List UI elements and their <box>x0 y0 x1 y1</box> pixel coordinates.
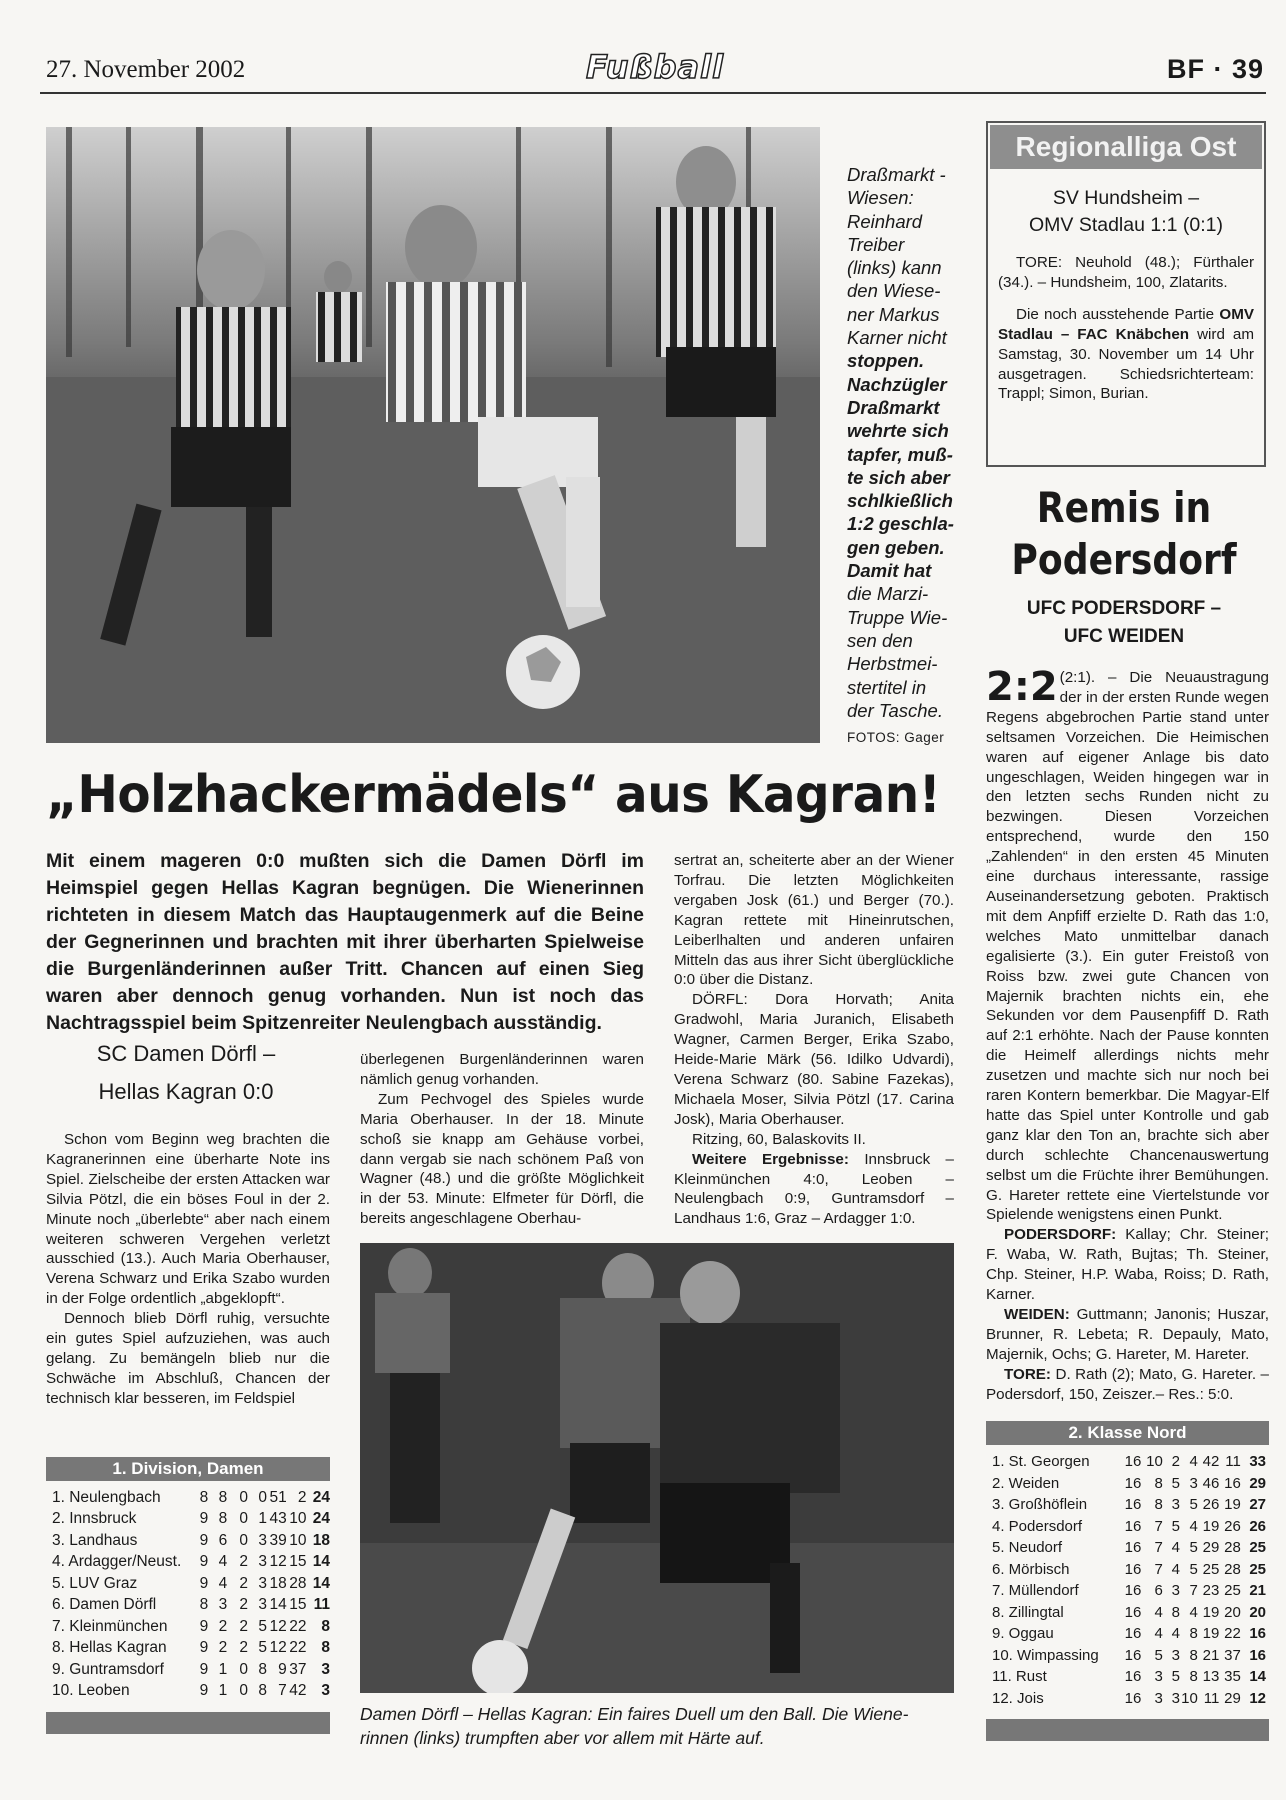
stat-cell: 2 <box>239 1596 249 1614</box>
stat-cell: 8 <box>218 1510 228 1528</box>
stat-cell: 5 <box>258 1639 268 1657</box>
stat-cell: 9 <box>199 1617 209 1635</box>
team-name: 7. Müllendorf <box>992 1582 1079 1600</box>
stat-cell: 7 <box>1154 1517 1163 1535</box>
team-name: 5. Neudorf <box>992 1539 1063 1557</box>
stat-cell: 26 <box>1224 1517 1241 1535</box>
table-row <box>986 1473 1266 1495</box>
stat-cell: 4 <box>1171 1625 1180 1643</box>
paragraph <box>998 305 1254 405</box>
table-row <box>986 1559 1266 1581</box>
paragraph: Schon vom Beginn weg brachten die Kagranerinnen eine überharte Note ins Spiel. Zielscheibe der ersten Attacken war Silvia Pötzl, die ein böses Foul in der 2. Minute noch „überlebte“ aber nach einem weiteren schweren Vergehen verletzt ausschied (13.). Auch Maria Oberhauser, Verena Schwarz und Erika Szabo wurden in der Folge ordentlich „abgeklopft“. <box>46 1131 330 1308</box>
caption-line: rinnen (links) trumpften aber vor allem mit Härte auf. <box>360 1728 765 1748</box>
stat-cell: 16 <box>1124 1517 1142 1535</box>
stat-cell: 8 <box>218 1488 228 1506</box>
final-score: 2:2 <box>986 664 1058 710</box>
team-name: 8. Zillingtal <box>992 1603 1064 1621</box>
stat-cell: 16 <box>1124 1582 1142 1600</box>
stat-cell: 25 <box>1224 1582 1241 1600</box>
stat-cell: 9 <box>199 1682 209 1700</box>
caption-line: Nachzügler <box>847 373 947 395</box>
stat-cell: 14 <box>269 1596 287 1614</box>
caption-line: Damen Dörfl – Hellas Kagran: Ein faires Duell um den Ball. Die Wiene- <box>360 1704 909 1724</box>
stat-cell: 2 <box>239 1553 249 1571</box>
stat-cell: 16 <box>1124 1560 1142 1578</box>
stat-cell: 12 <box>269 1553 287 1571</box>
stat-cell: 9 <box>199 1660 209 1678</box>
team-name: 6. Damen Dörfl <box>52 1596 157 1614</box>
caption-line: Damit hat <box>847 560 932 582</box>
stat-cell: 8 <box>258 1682 268 1700</box>
stat-cell: 46 <box>1202 1474 1220 1492</box>
stat-cell: 51 <box>269 1488 287 1506</box>
subhead-line: UFC PODERSDORF – <box>1026 598 1222 619</box>
lineup-text: Dora Horvath; Anita Gradwohl, Maria Juranich, Elisabeth Wagner, Carmen Berger, Erika Szabo, Heide-Marie Märk (56. Idilko Udvardi), Verena Schwarz (80. Sabine Fazekas), Michaela Moser, Silvia Pötzl (17. Carina Josk), Maria Oberhauser. <box>674 991 954 1128</box>
table-row <box>986 1645 1266 1667</box>
team-name: 10. Leoben <box>52 1682 130 1700</box>
caption-line: die Marzi- <box>847 583 929 605</box>
stat-cell: 5 <box>1171 1474 1180 1492</box>
stat-cell: 9 <box>199 1639 209 1657</box>
paragraph: sertrat an, scheiterte aber an der Wiener Torfrau. Die letzten Möglichkeiten vergaben Josk (61.) und Berger (70.). Kagran rettete mit Hineinrutschen, Leiberlhalten und anderen unfairen Mitteln das aus ihrer Sicht überglückliche 0:0 über die Distanz. <box>674 852 954 989</box>
stat-cell: 0 <box>239 1682 249 1700</box>
points-cell: 33 <box>1249 1453 1266 1471</box>
lineup-text: Kallay; Chr. Steiner; F. Waba, W. Rath, Bujtas; Th. Steiner, Chp. Steiner, H.P. Waba, Roiss; D. Rath, Karner. <box>986 1226 1269 1304</box>
table-row <box>46 1659 330 1681</box>
stat-cell: 16 <box>1124 1539 1142 1557</box>
team-name: 10. Wimpassing <box>992 1646 1099 1664</box>
photo-credit: FOTOS: Gager <box>847 730 945 746</box>
stat-cell: 20 <box>1224 1603 1241 1621</box>
stat-cell: 4 <box>1171 1560 1180 1578</box>
standings-table <box>46 1487 330 1702</box>
stat-cell: 10 <box>1146 1453 1163 1471</box>
caption-line: Draßmarkt - <box>847 164 946 185</box>
stat-cell: 2 <box>218 1617 228 1635</box>
tore-label: TORE: <box>1016 254 1063 271</box>
stat-cell: 39 <box>269 1531 287 1549</box>
table-row <box>986 1688 1266 1710</box>
remis-report <box>986 664 1269 1405</box>
stat-cell: 3 <box>258 1574 268 1592</box>
caption-line: Herbstmei- <box>847 653 938 675</box>
table-footer-bar <box>986 1719 1269 1741</box>
team-name: 6. Mörbisch <box>992 1560 1070 1578</box>
caption-line: (links) kann <box>847 257 942 279</box>
stat-cell: 3 <box>258 1596 268 1614</box>
table-row <box>986 1451 1266 1473</box>
caption-line: Truppe Wie- <box>847 606 948 628</box>
caption-line: Reinhard <box>847 210 923 232</box>
tore-text: Neuhold (48.); Fürthaler (34.). – Hundsheim, 100, Zlatarits. <box>998 254 1254 291</box>
team-name: 1. St. Georgen <box>992 1453 1090 1471</box>
stat-cell: 16 <box>1124 1496 1142 1514</box>
stat-cell: 8 <box>1189 1646 1198 1664</box>
caption-line: der Tasche. <box>847 699 943 721</box>
stat-cell: 3 <box>1154 1689 1163 1707</box>
stat-cell: 4 <box>218 1574 228 1592</box>
stat-cell: 0 <box>239 1488 249 1506</box>
table-row <box>46 1509 330 1531</box>
lineup-podersdorf <box>986 1225 1269 1305</box>
table-row <box>46 1638 330 1660</box>
stat-cell: 8 <box>1154 1474 1163 1492</box>
points-cell: 24 <box>312 1488 330 1506</box>
lineup-label: WEIDEN: <box>1004 1306 1070 1323</box>
lineup-text: Guttmann; Janonis; Huszar, Brunner, R. Lebeta; R. Depauly, Mato, Majernik, Ochs; G. Hareter, M. Hareter. <box>986 1306 1269 1363</box>
stat-cell: 5 <box>1189 1496 1198 1514</box>
points-cell: 8 <box>321 1639 330 1657</box>
caption-line: stertitel in <box>847 676 927 698</box>
stat-cell: 5 <box>1154 1646 1163 1664</box>
caption-line: te sich aber <box>847 466 950 488</box>
table-row <box>46 1595 330 1617</box>
stat-cell: 22 <box>289 1639 307 1657</box>
stat-cell: 16 <box>1124 1668 1142 1686</box>
stat-cell: 4 <box>218 1553 228 1571</box>
caption-line: den Wiese- <box>847 280 941 302</box>
header-rule <box>40 92 1266 94</box>
team-name: 7. Kleinmünchen <box>52 1617 168 1635</box>
standings-2-klasse-nord <box>986 1421 1269 1741</box>
stat-cell: 5 <box>1171 1668 1180 1686</box>
stat-cell: 8 <box>1154 1496 1163 1514</box>
stat-cell: 3 <box>1171 1582 1180 1600</box>
stat-cell: 19 <box>1202 1517 1220 1535</box>
caption-line: Karner nicht <box>847 327 947 349</box>
stat-cell: 25 <box>1202 1560 1220 1578</box>
match-title <box>988 185 1264 239</box>
results-label: Weitere Ergebnisse: <box>692 1150 849 1168</box>
stat-cell: 8 <box>1189 1625 1198 1643</box>
stat-cell: 2 <box>297 1488 307 1506</box>
photo-damen-doerfl-kagran <box>360 1243 954 1693</box>
points-cell: 25 <box>1249 1560 1266 1578</box>
table-footer-bar <box>46 1712 330 1734</box>
caption-line: ner Markus <box>847 303 940 325</box>
stat-cell: 28 <box>1224 1560 1241 1578</box>
table-row <box>986 1602 1266 1624</box>
points-cell: 27 <box>1249 1496 1266 1514</box>
article-column-3 <box>674 851 954 1229</box>
stat-cell: 8 <box>199 1596 209 1614</box>
results-text: Innsbruck – Kleinmünchen 4:0, Leoben – Neulengbach 0:9, Guntramsdorf – Landhaus 1:6, Graz – Ardagger 1:0. <box>674 1150 954 1228</box>
table-row <box>986 1494 1266 1516</box>
stat-cell: 22 <box>289 1617 307 1635</box>
stat-cell: 7 <box>1154 1560 1163 1578</box>
stat-cell: 10 <box>289 1531 307 1549</box>
table-row <box>46 1487 330 1509</box>
stat-cell: 42 <box>289 1682 307 1700</box>
stat-cell: 9 <box>199 1531 209 1549</box>
match-line: OMV Stadlau 1:1 (0:1) <box>1028 214 1223 236</box>
stat-cell: 4 <box>1189 1603 1198 1621</box>
stat-cell: 35 <box>1224 1668 1241 1686</box>
team-name: 4. Ardagger/Neust. <box>52 1553 182 1571</box>
stat-cell: 19 <box>1224 1496 1241 1514</box>
team-name: 8. Hellas Kagran <box>52 1639 167 1657</box>
stat-cell: 9 <box>199 1553 209 1571</box>
points-cell: 16 <box>1249 1646 1266 1664</box>
stat-cell: 6 <box>1154 1582 1163 1600</box>
stat-cell: 11 <box>1225 1453 1241 1471</box>
caption-line: stoppen. <box>847 350 925 372</box>
table-row <box>986 1516 1266 1538</box>
section-title: Fußball <box>586 48 725 86</box>
goals-info <box>998 253 1254 404</box>
stat-cell: 4 <box>1189 1517 1198 1535</box>
caption-line: Draßmarkt <box>847 396 940 418</box>
points-cell: 20 <box>1249 1603 1266 1621</box>
caption-line: gen geben. <box>847 536 945 558</box>
report-text: . – Die Neuaustragung der in der ersten Runde wegen Regens abgebrochen Partie stand unter seltsamen Vorzeichen. Die Heimischen waren auf eigener Anlage bis dato ungeschlagen, Weiden hingegen war in den letzten sechs Runden nicht zu bezwingen. Diesen Vorzeichen entsprechend, wurde den 150 „Zahlenden“ in den ersten 45 Minuten eine durchaus interessante, rassige Auseinandersetzung geboten. Praktisch mit dem Anpfiff erzielte D. Rath das 1:0, welches Mato unmittelbar danach egalisierte (3.). Ein guter Freistoß von Roiss bzw. zwei gute Chancen von Majernik brachten nichts ein, ehe Sekunden vor dem Pausenpfiff D. Rath auf 2:1 erhöhte. Nach der Pause konnten die Heimelf allerdings nichts mehr zusetzen und machte sich nur noch bei raren Kontern bemerkbar. Die Magyar-Elf hatte das Spiel unter Kontrolle und gab ganz klar den Ton an, brachte sich aber durch schlechte Chancenauswertung selbst um die Früchte ihrer Bemühungen. G. Hareter rettete eine Viertelstunde vor Spielende wenigstens einen Punkt. <box>986 669 1269 1224</box>
tore-label: TORE: <box>1004 1365 1051 1383</box>
lineup-doerfl <box>674 990 954 1129</box>
halftime-score: (2:1) <box>1059 669 1091 686</box>
box-title: Regionalliga Ost <box>990 125 1262 169</box>
stat-cell: 8 <box>1171 1603 1180 1621</box>
standings-1-division-damen <box>46 1457 330 1734</box>
team-name: 2. Weiden <box>992 1474 1060 1492</box>
stat-cell: 2 <box>218 1639 228 1657</box>
table-row <box>46 1530 330 1552</box>
stat-cell: 9 <box>199 1574 209 1592</box>
stat-cell: 5 <box>1189 1539 1198 1557</box>
table-row <box>986 1537 1266 1559</box>
stat-cell: 2 <box>239 1617 249 1635</box>
paragraph <box>998 253 1254 293</box>
stat-cell: 37 <box>289 1660 307 1678</box>
further-results <box>674 1150 954 1230</box>
stat-cell: 8 <box>1189 1668 1198 1686</box>
stat-cell: 11 <box>1203 1689 1220 1707</box>
stat-cell: 7 <box>1154 1539 1163 1557</box>
team-name: 11. Rust <box>992 1668 1047 1686</box>
caption-line: 1:2 geschla- <box>847 513 954 535</box>
stat-cell: 3 <box>258 1531 268 1549</box>
remis-subhead <box>986 595 1262 651</box>
photo-2-image <box>360 1243 954 1693</box>
stat-cell: 16 <box>1124 1646 1142 1664</box>
stat-cell: 16 <box>1124 1603 1142 1621</box>
goals-podersdorf <box>986 1365 1269 1405</box>
stat-cell: 28 <box>1224 1539 1241 1557</box>
table-row <box>986 1666 1266 1688</box>
stat-cell: 37 <box>1224 1646 1241 1664</box>
stat-cell: 8 <box>258 1660 268 1678</box>
stat-cell: 4 <box>1154 1603 1163 1621</box>
stat-cell: 2 <box>239 1574 249 1592</box>
stat-cell: 13 <box>1202 1668 1220 1686</box>
points-cell: 26 <box>1249 1517 1266 1535</box>
team-name: 3. Landhaus <box>52 1531 138 1549</box>
stat-cell: 21 <box>1202 1646 1220 1664</box>
article-headline: „Holzhackermädels“ aus Kagran! <box>46 765 941 825</box>
referee-info: Ritzing, 60, Balaskovits II. <box>692 1130 866 1148</box>
stat-cell: 4 <box>1171 1539 1180 1557</box>
points-cell: 3 <box>321 1682 330 1700</box>
table-row <box>986 1580 1266 1602</box>
points-cell: 3 <box>321 1660 330 1678</box>
stat-cell: 9 <box>278 1660 287 1678</box>
stat-cell: 5 <box>1171 1517 1180 1535</box>
stat-cell: 18 <box>269 1574 287 1592</box>
table-title: 2. Klasse Nord <box>986 1421 1269 1445</box>
stat-cell: 29 <box>1202 1539 1220 1557</box>
stat-cell: 3 <box>218 1596 228 1614</box>
lineup-weiden <box>986 1305 1269 1365</box>
stat-cell: 15 <box>289 1553 307 1571</box>
table-row <box>46 1573 330 1595</box>
note-pre: Die noch ausstehende Partie <box>1016 305 1215 323</box>
team-name: 1. Neulengbach <box>52 1488 161 1506</box>
stat-cell: 10 <box>1181 1689 1198 1707</box>
team-name: 3. Großhöflein <box>992 1496 1088 1514</box>
stat-cell: 1 <box>258 1510 268 1528</box>
stat-cell: 22 <box>1224 1625 1241 1643</box>
subhead-line: SC Damen Dörfl – <box>96 1041 276 1066</box>
points-cell: 14 <box>1249 1668 1266 1686</box>
stat-cell: 16 <box>1124 1474 1142 1492</box>
caption-line: tapfer, muß- <box>847 443 953 465</box>
table-title: 1. Division, Damen <box>46 1457 330 1481</box>
stat-cell: 16 <box>1124 1625 1142 1643</box>
stat-cell: 26 <box>1202 1496 1220 1514</box>
points-cell: 14 <box>312 1553 330 1571</box>
stat-cell: 43 <box>269 1510 287 1528</box>
team-name: 4. Podersdorf <box>992 1517 1083 1535</box>
lineup-label: PODERSDORF: <box>1004 1226 1117 1244</box>
team-name: 12. Jois <box>992 1689 1044 1707</box>
stat-cell: 5 <box>1189 1560 1198 1578</box>
subhead-line: Hellas Kagran 0:0 <box>98 1079 274 1104</box>
note-post: wird am Samstag, 30. November um 14 Uhr ausgetragen. Schiedsrichterteam: Trappl; Simon, Burian. <box>998 325 1254 403</box>
stat-cell: 15 <box>289 1596 307 1614</box>
stat-cell: 2 <box>239 1639 249 1657</box>
photo-1-caption <box>847 163 962 749</box>
stat-cell: 0 <box>239 1660 249 1678</box>
table-row <box>986 1623 1266 1645</box>
stat-cell: 29 <box>1224 1689 1241 1707</box>
headline-line: Remis in <box>1036 483 1212 532</box>
stat-cell: 28 <box>289 1574 307 1592</box>
stat-cell: 3 <box>258 1553 268 1571</box>
standings-table <box>986 1451 1266 1709</box>
stat-cell: 0 <box>239 1510 249 1528</box>
stat-cell: 9 <box>199 1510 209 1528</box>
stat-cell: 3 <box>1171 1689 1180 1707</box>
regionalliga-ost-box <box>986 121 1266 467</box>
caption-line: schlkießlich <box>847 490 953 512</box>
stat-cell: 23 <box>1202 1582 1220 1600</box>
team-name: 2. Innsbruck <box>52 1510 137 1528</box>
photo-drassmarkt-wiesen <box>46 127 820 743</box>
tore-text: D. Rath (2); Mato, G. Hareter. – Podersdorf, 150, Zeiszer.– Res.: 5:0. <box>986 1365 1269 1403</box>
table-row <box>46 1681 330 1703</box>
page-number: BF · 39 <box>1166 54 1264 84</box>
stat-cell: 8 <box>199 1488 209 1506</box>
points-cell: 8 <box>321 1617 330 1635</box>
points-cell: 25 <box>1249 1539 1266 1557</box>
stat-cell: 3 <box>1189 1474 1198 1492</box>
stat-cell: 19 <box>1202 1603 1220 1621</box>
photo-1-image <box>46 127 820 743</box>
stat-cell: 3 <box>1154 1668 1163 1686</box>
points-cell: 12 <box>1249 1689 1266 1707</box>
stat-cell: 7 <box>1189 1582 1198 1600</box>
stat-cell: 16 <box>1224 1474 1241 1492</box>
paragraph: Zum Pechvogel des Spieles wurde Maria Oberhauser. In der 18. Minute schoß sie knapp am Gehäuse vorbei, dann vergab sie nach schönem Paß von Wagner (48.) und die größte Möglichkeit in der 53. Minute: Elfmeter für Dörfl, die bereits angeschlagene Oberhau- <box>360 1090 644 1228</box>
lineup-label: DÖRFL: <box>692 991 748 1009</box>
stat-cell: 19 <box>1202 1625 1220 1643</box>
stat-cell: 5 <box>258 1617 268 1635</box>
headline-line: Podersdorf <box>1011 535 1237 584</box>
table-row <box>46 1616 330 1638</box>
caption-line: wehrte sich <box>847 420 949 442</box>
stat-cell: 0 <box>258 1488 268 1506</box>
stat-cell: 6 <box>218 1531 228 1549</box>
stat-cell: 3 <box>1171 1646 1180 1664</box>
note-bold: OMV Stadlau – FAC Knäbchen <box>998 305 1254 343</box>
article-lead: Mit einem mageren 0:0 mußten sich die Damen Dörfl im Heimspiel gegen Hellas Kagran begnügen. Die Wienerinnen richteten in diesem Match das Hauptaugenmerk auf die Beine der Gegnerinnen und brachten mit ihrer überharten Spielweise die Burgenländerinnen außer Tritt. Chancen auf einen Sieg waren aber dennoch genug vorhanden. Nun ist noch das Nachtragsspiel beim Spitzenreiter Neulengbach ausständig. <box>46 850 644 1034</box>
stat-cell: 1 <box>218 1682 228 1700</box>
article-column-1 <box>46 1130 330 1409</box>
caption-line: sen den <box>847 629 913 651</box>
paragraph: Dennoch blieb Dörfl ruhig, versuchte ein gutes Spiel aufzuziehen, was auch gelang. Zu bemängeln blieb nur die Schwäche im Abschluß, Chancen der technisch klar besseren, im Feldspiel <box>46 1310 330 1407</box>
caption-line: Wiesen: <box>847 187 914 209</box>
subhead-line: UFC WEIDEN <box>1063 626 1185 647</box>
team-name: 9. Oggau <box>992 1625 1054 1643</box>
points-cell: 14 <box>312 1574 330 1592</box>
team-name: 5. LUV Graz <box>52 1574 138 1592</box>
remis-headline <box>1005 482 1242 586</box>
stat-cell: 10 <box>289 1510 307 1528</box>
stat-cell: 42 <box>1202 1453 1220 1471</box>
match-line: SV Hundsheim – <box>1052 187 1200 209</box>
points-cell: 21 <box>1249 1582 1266 1600</box>
issue-date: 27. November 2002 <box>46 56 246 83</box>
caption-line: Treiber <box>847 233 905 255</box>
points-cell: 29 <box>1249 1474 1266 1492</box>
stat-cell: 12 <box>269 1639 287 1657</box>
team-name: 9. Guntramsdorf <box>52 1660 164 1678</box>
stat-cell: 0 <box>239 1531 249 1549</box>
points-cell: 18 <box>312 1531 330 1549</box>
stat-cell: 3 <box>1171 1496 1180 1514</box>
stat-cell: 4 <box>1189 1453 1198 1471</box>
stat-cell: 7 <box>278 1682 287 1700</box>
stat-cell: 4 <box>1154 1625 1163 1643</box>
stat-cell: 16 <box>1124 1689 1142 1707</box>
article-subhead <box>46 1035 326 1111</box>
stat-cell: 16 <box>1124 1453 1142 1471</box>
paragraph <box>986 664 1269 1225</box>
stat-cell: 1 <box>218 1660 228 1678</box>
article-column-2 <box>360 1050 644 1229</box>
points-cell: 11 <box>313 1596 330 1614</box>
stat-cell: 2 <box>1171 1453 1180 1471</box>
paragraph: überlegenen Burgenländerinnen waren nämlich genug vorhanden. <box>360 1051 644 1088</box>
points-cell: 24 <box>312 1510 330 1528</box>
points-cell: 16 <box>1249 1625 1266 1643</box>
photo-2-caption <box>360 1702 954 1750</box>
table-row <box>46 1552 330 1574</box>
stat-cell: 12 <box>269 1617 287 1635</box>
